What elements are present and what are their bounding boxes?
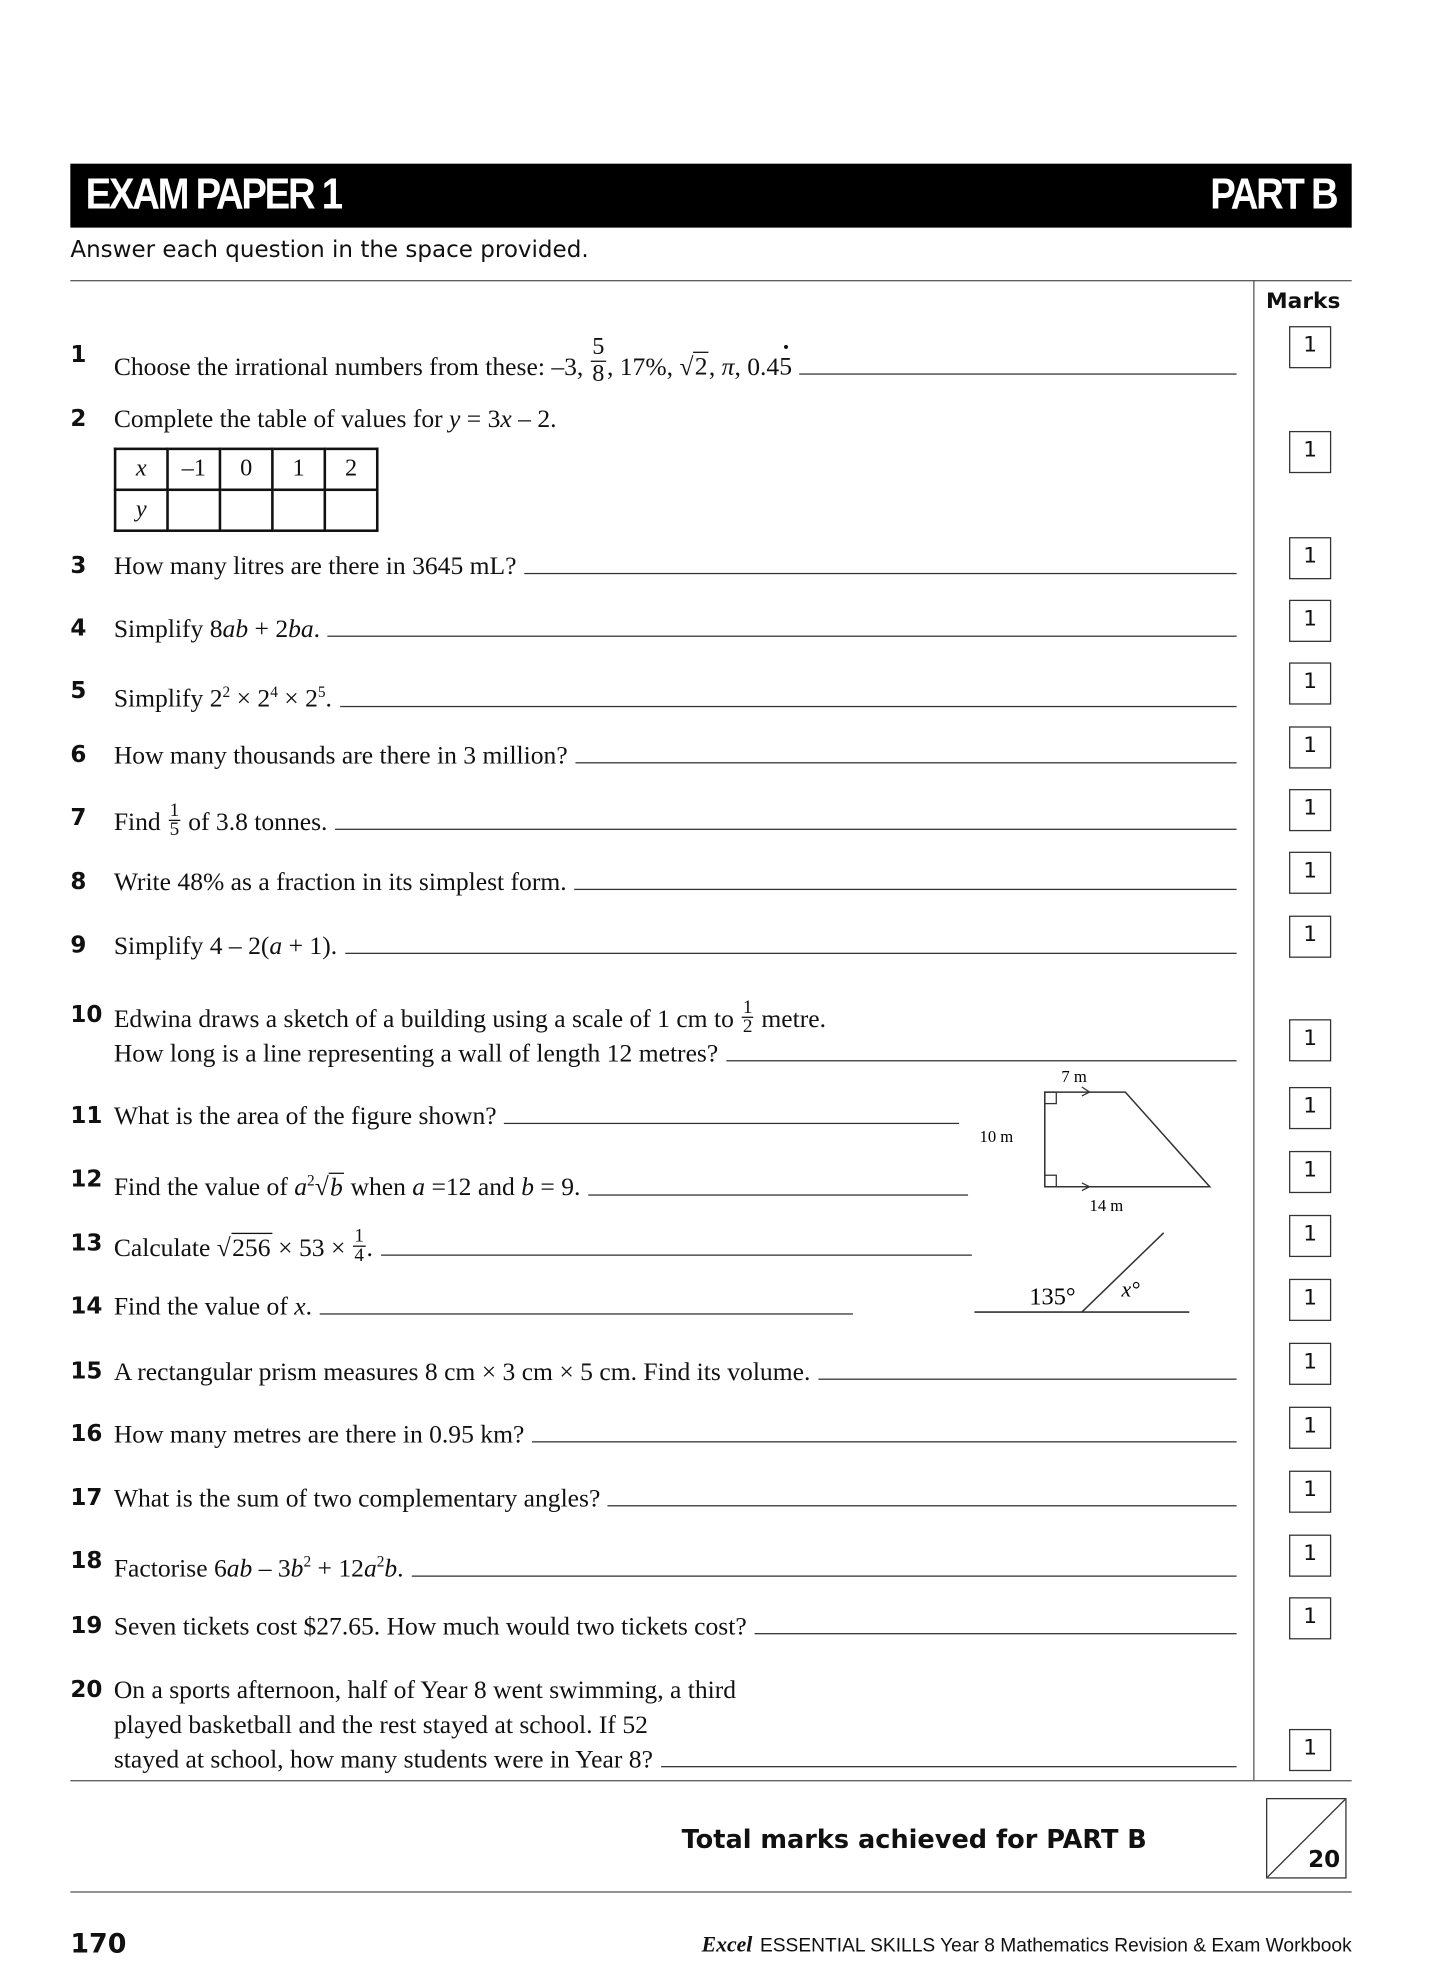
math-variable: y [449, 405, 461, 434]
question-number: 1 [70, 341, 87, 369]
radicand: b [330, 1173, 343, 1202]
text: , 17%, [606, 353, 680, 382]
text: played basketball and the rest stayed at school. If 52 [113, 1711, 648, 1740]
math-variable: b [290, 1554, 304, 1583]
total-out-of: 20 [1308, 1846, 1341, 1874]
text: How many thousands are there in 3 million? [113, 741, 568, 770]
math-variable: π [721, 353, 735, 382]
mark-box: 1 [1289, 326, 1331, 368]
text: + 2 [248, 615, 289, 644]
math-variable: x [500, 405, 512, 434]
text: . [397, 1554, 404, 1583]
mark-box: 1 [1289, 916, 1331, 958]
text: stayed at school, how many students were in Year 8? [113, 1745, 653, 1774]
mark-box: 1 [1289, 1729, 1331, 1771]
text: Write 48% as a fraction in its simplest form. [113, 868, 567, 897]
question-number: 17 [70, 1484, 103, 1512]
exam-title: EXAM PAPER 1 [85, 170, 341, 219]
mark-box: 1 [1289, 662, 1331, 704]
mark-box: 1 [1289, 1279, 1331, 1321]
row-header: y [115, 490, 167, 531]
question-number: 9 [70, 932, 87, 960]
mark-box: 1 [1289, 1215, 1331, 1257]
recurring-digit: · 5 [779, 353, 792, 381]
question-number: 13 [70, 1230, 103, 1258]
question-number: 3 [70, 552, 87, 580]
mark-box: 1 [1289, 1019, 1331, 1061]
text: Edwina draws a sketch of a building using a scale of 1 cm to [113, 1005, 741, 1034]
question-number: 8 [70, 868, 87, 896]
marks-heading: Marks [1266, 289, 1341, 315]
mark-box: 1 [1289, 1087, 1331, 1129]
exponent: 2 [307, 1171, 315, 1190]
text: Calculate [113, 1234, 217, 1263]
question-number: 20 [70, 1676, 103, 1704]
radicand: 256 [232, 1234, 271, 1263]
text: Simplify 4 – 2( [113, 932, 270, 961]
text: = 3 [460, 405, 501, 434]
text: What is the area of the figure shown? [113, 1102, 497, 1131]
denominator: 2 [742, 1016, 753, 1038]
text: How many metres are there in 0.95 km? [113, 1420, 525, 1449]
text: . [313, 615, 321, 644]
math-variable: a [412, 1173, 426, 1202]
question-number: 7 [70, 804, 87, 832]
text: . [305, 1292, 313, 1322]
mark-box: 1 [1289, 537, 1331, 579]
math-variable: a [294, 1173, 308, 1202]
mark-box: 1 [1289, 1471, 1331, 1513]
text: = 9. [533, 1173, 581, 1202]
instructions: Answer each question in the space provided. [70, 236, 589, 264]
text: On a sports afternoon, half of Year 8 went swimming, a third [113, 1676, 737, 1705]
angle-figure [974, 1233, 1189, 1312]
parallel-arrows [1082, 1087, 1090, 1191]
text: Factorise 6 [113, 1554, 227, 1583]
math-variable: a [363, 1554, 377, 1583]
math-variable: a [269, 932, 283, 961]
math-variable: b [384, 1554, 398, 1583]
mark-box: 1 [1289, 1151, 1331, 1193]
numerator: 1 [354, 1226, 364, 1247]
math-variable: ab [226, 1554, 253, 1583]
radicand: 2 [694, 353, 708, 382]
total-marks-label: Total marks achieved for PART B [681, 1823, 1147, 1855]
question-number: 15 [70, 1358, 103, 1385]
text: Find [113, 808, 168, 837]
math-variable: ba [288, 615, 314, 644]
text: of 3.8 tonnes. [181, 808, 328, 837]
question-number: 10 [70, 1001, 103, 1029]
question-number: 5 [70, 677, 87, 705]
text: =12 and [425, 1173, 522, 1202]
text: × 53 × [271, 1234, 352, 1263]
question-number: 2 [70, 405, 87, 433]
text: Simplify 8 [113, 615, 223, 644]
denominator: 5 [169, 819, 180, 841]
question-number: 4 [70, 615, 87, 642]
mark-box: 1 [1289, 431, 1331, 473]
mark-box: 1 [1289, 1407, 1331, 1449]
text: How many litres are there in 3645 mL? [113, 552, 517, 581]
text: + 1). [282, 932, 338, 961]
footer-title [702, 1932, 1352, 1958]
radical-sign: √ [216, 1234, 231, 1263]
exponent: 2 [376, 1552, 385, 1571]
value-cell: 0 [220, 449, 272, 490]
mark-box: 1 [1289, 852, 1331, 894]
numerator: 1 [742, 997, 753, 1018]
divider [70, 1780, 1351, 1781]
exponent: 2 [222, 682, 231, 701]
text: How long is a line representing a wall of length 12 metres? [113, 1039, 719, 1068]
numerator: 1 [169, 800, 180, 821]
text: – 3 [252, 1554, 291, 1583]
text: Find the value of [113, 1173, 295, 1202]
text: × 2 [277, 684, 318, 714]
right-angle-mark [1045, 1175, 1057, 1187]
text: Choose the irrational numbers from these: –3, [113, 353, 590, 382]
text: when [344, 1173, 413, 1202]
radical-sign: √ [679, 353, 694, 382]
value-cell: –1 [168, 449, 220, 490]
exponent: 4 [270, 682, 278, 701]
exponent: 2 [303, 1552, 312, 1571]
text: + 12 [311, 1554, 364, 1583]
text: Simplify 2 [113, 684, 223, 714]
right-angle-mark [1045, 1092, 1057, 1104]
value-cell: 1 [272, 449, 324, 490]
book-title: ESSENTIAL SKILLS Year 8 Mathematics Revision & Exam Workbook [759, 1934, 1352, 1957]
text: , 0.4 [734, 353, 780, 382]
row-header: x [115, 449, 167, 490]
trapezium-shape [1045, 1092, 1210, 1187]
mark-box: 1 [1289, 600, 1331, 642]
radical-sign: √ [314, 1173, 329, 1202]
question-number: 19 [70, 1612, 103, 1640]
mark-box: 1 [1289, 789, 1331, 831]
angle-given: 135° [1029, 1283, 1076, 1311]
text: – 2. [511, 405, 557, 434]
question-number: 12 [70, 1166, 103, 1194]
mark-box: 1 [1289, 726, 1331, 768]
denominator: 8 [592, 360, 605, 388]
text: , [708, 353, 722, 382]
label-side: 10 m [979, 1126, 1014, 1146]
total-marks-box[interactable] [1266, 1798, 1347, 1879]
denominator: 4 [354, 1245, 364, 1267]
question-number: 18 [70, 1547, 103, 1575]
text: . [366, 1234, 373, 1263]
text: Find the value of [113, 1292, 295, 1322]
mark-box: 1 [1289, 1535, 1331, 1577]
value-cell: 2 [325, 449, 377, 490]
math-variable: x [294, 1292, 306, 1322]
mark-box: 1 [1289, 1343, 1331, 1385]
numerator: 5 [592, 333, 605, 361]
question-number: 6 [70, 741, 87, 769]
math-variable: b [521, 1173, 534, 1202]
text: A rectangular prism measures 8 cm × 3 cm × 5 cm. Find its volume. [113, 1358, 811, 1387]
part-label: PART B [1210, 170, 1337, 219]
angle-unknown: x° [1121, 1277, 1140, 1302]
trapezium-figure [980, 1067, 1210, 1215]
text: What is the sum of two complementary angles? [113, 1484, 601, 1513]
label-bottom: 14 m [1089, 1196, 1124, 1216]
text: × 2 [230, 684, 271, 714]
divider [70, 1891, 1351, 1892]
text: metre. [754, 1005, 826, 1034]
question-number: 16 [70, 1420, 103, 1448]
text: . [325, 684, 332, 714]
text: Complete the table of values for [113, 405, 450, 434]
text: Seven tickets cost $27.65. How much would two tickets cost? [113, 1612, 747, 1641]
question-number: 14 [70, 1292, 103, 1320]
math-variable: ab [222, 615, 249, 644]
page-number: 170 [70, 1928, 127, 1960]
question-number: 11 [70, 1102, 103, 1130]
exponent: 5 [317, 682, 326, 701]
brand-logo: Excel [701, 1932, 753, 1957]
label-top: 7 m [1061, 1066, 1087, 1086]
mark-box: 1 [1289, 1597, 1331, 1639]
